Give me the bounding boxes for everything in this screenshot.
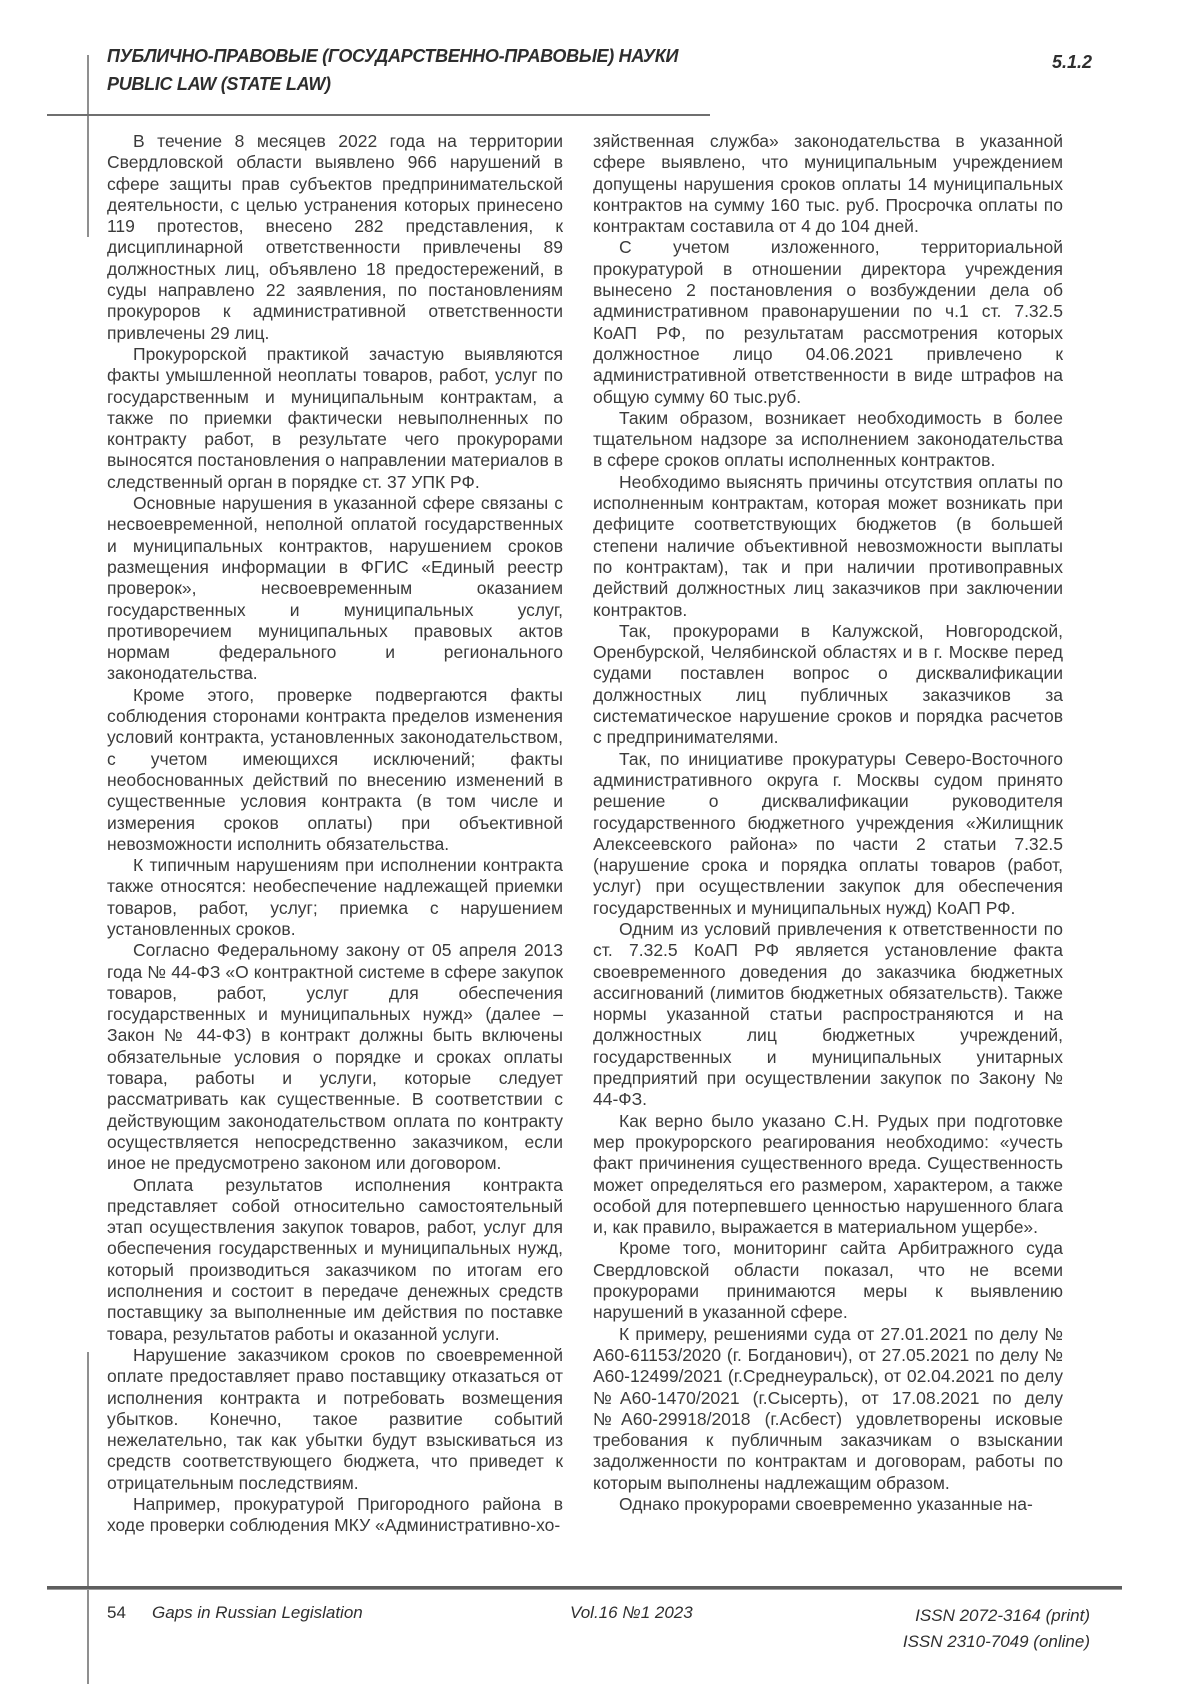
paragraph: К типичным нарушениям при исполнении контракта также относятся: необеспечение надлежащей приемки товаров, работ, услуг; приемка с нарушением установленных сроков.	[107, 855, 563, 939]
issn-block	[903, 1603, 1090, 1655]
paragraph: Необходимо выяснять причины отсутствия оплаты по исполненным контрактам, которая может возникать при дефиците соответствующих бюджетов (в большей степени наличие объективной невозможности выплаты по контрактам), так и при наличии противоправных действий должностных лиц заказчиков при заключении контрактов.	[593, 471, 1063, 620]
volume-info: Vol.16 №1 2023	[570, 1603, 693, 1622]
paragraph: Кроме того, мониторинг сайта Арбитражного суда Свердловской области показал, что не всеми прокурорами принимаются меры к выявлению нарушений в указанной сфере.	[593, 1238, 1063, 1323]
left-margin-line-bottom	[87, 1352, 89, 1684]
paragraph: Таким образом, возникает необходимость в более тщательном надзоре за исполнением законодательства в сфере сроков оплаты исполненных контрактов.	[593, 407, 1063, 471]
right-column	[593, 131, 1063, 1537]
paragraph: Нарушение заказчиком сроков по своевременной оплате предоставляет право поставщику отказаться от исполнения контракта и потребовать возмещения убытков. Конечно, такое развитие событий нежелательно, так как убытки будут взыскиваться из средств соответствующего бюджета, что приведет к отрицательным последствиям.	[107, 1344, 563, 1493]
journal-title: Gaps in Russian Legislation	[152, 1603, 363, 1622]
paragraph: С учетом изложенного, территориальной прокуратурой в отношении директора учреждения вынесено 2 постановления о возбуждении дела об административном правонарушении по ч.1 ст. 7.32.5 КоАП РФ, по результатам рассмотрения которых должностное лицо 04.06.2021 привлечено к административной ответственности в виде штрафов на общую сумму 60 тыс.руб.	[593, 237, 1063, 407]
section-title-ru: ПУБЛИЧНО-ПРАВОВЫЕ (ГОСУДАРСТВЕННО-ПРАВОВЫЕ) НАУКИ	[107, 46, 679, 66]
section-number: 5.1.2	[1051, 52, 1092, 72]
paragraph: Одним из условий привлечения к ответственности по ст. 7.32.5 КоАП РФ является установление факта своевременного доведения до заказчика бюджетных ассигнований (лимитов бюджетных обязательств). Также нормы указанной статьи распространяются и на должностных лиц бюджетных учреждений, государственных и муниципальных унитарных предприятий при осуществлении закупок по Закону № 44-ФЗ.	[593, 918, 1063, 1110]
paragraph: К примеру, решениями суда от 27.01.2021 по делу № А60-61153/2020 (г. Богданович), от 27.05.2021 по делу № А60-12499/2021 (г.Среднеуральск), от 02.04.2021 по делу №А60-1470/2021 (г.Сысерть), от 17.08.2021 по делу №А60-29918/2018 (г.Асбест) удовлетворены исковые требования к публичным заказчикам о взыскании задолженности по контрактам и договорам, работы по которым выполнены надлежащим образом.	[593, 1323, 1063, 1493]
left-column	[107, 131, 563, 1537]
header-rule	[47, 114, 710, 116]
left-margin-line-top	[87, 55, 89, 237]
paragraph: Кроме этого, проверке подвергаются факты соблюдения сторонами контракта пределов изменения условий контракта, установленных законодательством, с учетом имеющихся исключений; факты необоснованных действий по внесению изменений в существенные условия контракта (в том числе и измерения сроков оплаты) при объективной невозможности исполнить обязательства.	[107, 684, 563, 854]
issn-online: ISSN 2310-7049 (online)	[902, 1632, 1090, 1651]
article-body	[107, 131, 1063, 1537]
paragraph: Однако прокурорами своевременно указанные на-	[619, 1494, 1033, 1514]
paragraph: Так, по инициативе прокуратуры Северо-Восточного административного округа г. Москвы судом принято решение о дисквалификации руководителя государственного бюджетного учреждения «Жилищник Алексеевского района» по части 2 статьи 7.32.5 (нарушение срока и порядка оплаты товаров (работ, услуг) при осуществлении закупок для обеспечения государственных и муниципальных нужд) КоАП РФ.	[593, 748, 1063, 918]
footer-rule	[47, 1586, 1122, 1590]
paragraph: зяйственная служба» законодательства в указанной сфере выявлено, что муниципальным учреждением допущены нарушения сроков оплаты 14 муниципальных контрактов на сумму 160 тыс. руб. Просрочка оплаты по контрактам составила от 4 до 104 дней.	[593, 131, 1063, 237]
section-title-en: PUBLIC LAW (STATE LAW)	[107, 74, 331, 94]
paragraph: Оплата результатов исполнения контракта представляет собой относительно самостоятельный этап осуществления закупок товаров, работ, услуг для обеспечения государственных и муниципальных нужд, который производиться заказчиком по итогам его исполнения и состоит в передаче денежных средств поставщику за выполненные им действия по поставке товара, результатов работы и оказанной услуги.	[107, 1174, 563, 1344]
paragraph: Основные нарушения в указанной сфере связаны с несвоевременной, неполной оплатой государственных и муниципальных контрактов, нарушением сроков размещения информации в ФГИС «Единый реестр проверок», несвоевременным оказанием государственных и муниципальных услуг, противоречием муниципальных правовых актов нормам федерального и регионального законодательства.	[107, 493, 563, 684]
paragraph: Согласно Федеральному закону от 05 апреля 2013 года № 44-ФЗ «О контрактной системе в сфере закупок товаров, работ, услуг для обеспечения государственных и муниципальных нужд» (далее – Закон № 44-ФЗ) в контракт должны быть включены обязательные условия о порядке и сроках оплаты товара, работы и услуги, которые следует рассматривать как существенные. В соответствии с действующим законодательством оплата по контракту осуществляется непосредственно заказчиком, если иное не предусмотрено законом или договором.	[107, 940, 563, 1174]
paragraph: Так, прокурорами в Калужской, Новгородской, Оренбурской, Челябинской областях и в г. Москве перед судами поставлен вопрос о дисквалификации должностных лиц публичных заказчиков за систематическое нарушение сроков и порядка расчетов с предпринимателями.	[593, 620, 1063, 748]
paragraph: Например, прокуратурой Пригородного района в ходе проверки соблюдения МКУ «Административно-хо-	[107, 1494, 563, 1536]
running-head	[107, 42, 678, 98]
page-number: 54	[107, 1603, 126, 1622]
issn-print: ISSN 2072-3164 (print)	[915, 1606, 1090, 1625]
paragraph: В течение 8 месяцев 2022 года на территории Свердловской области выявлено 966 нарушений в сфере защиты прав субъектов предпринимательской деятельности, с целью устранения которых принесено 119 протестов, внесено 282 представления, к дисциплинарной ответственности привлечены 89 должностных лиц, объявлено 18 предостережений, в суды направлено 22 заявления, по постановлениям прокуроров к административной ответственности привлечены 29 лиц.	[107, 131, 563, 343]
paragraph: Прокурорской практикой зачастую выявляются факты умышленной неоплаты товаров, работ, услуг по государственным и муниципальным контрактам, а также по приемки фактически невыполненных по контракту работ, в результате чего прокурорами выносятся постановления о направлении материалов в следственный орган в порядке ст. 37 УПК РФ.	[107, 343, 563, 492]
paragraph: Как верно было указано С.Н. Рудых при подготовке мер прокурорского реагирования необходимо: «учесть факт причинения существенного вреда. Существенность может определяться его размером, характером, а также особой для потерпевшего ценностью нарушенного блага и, как правило, выражается в материальном ущербе».	[593, 1110, 1063, 1238]
